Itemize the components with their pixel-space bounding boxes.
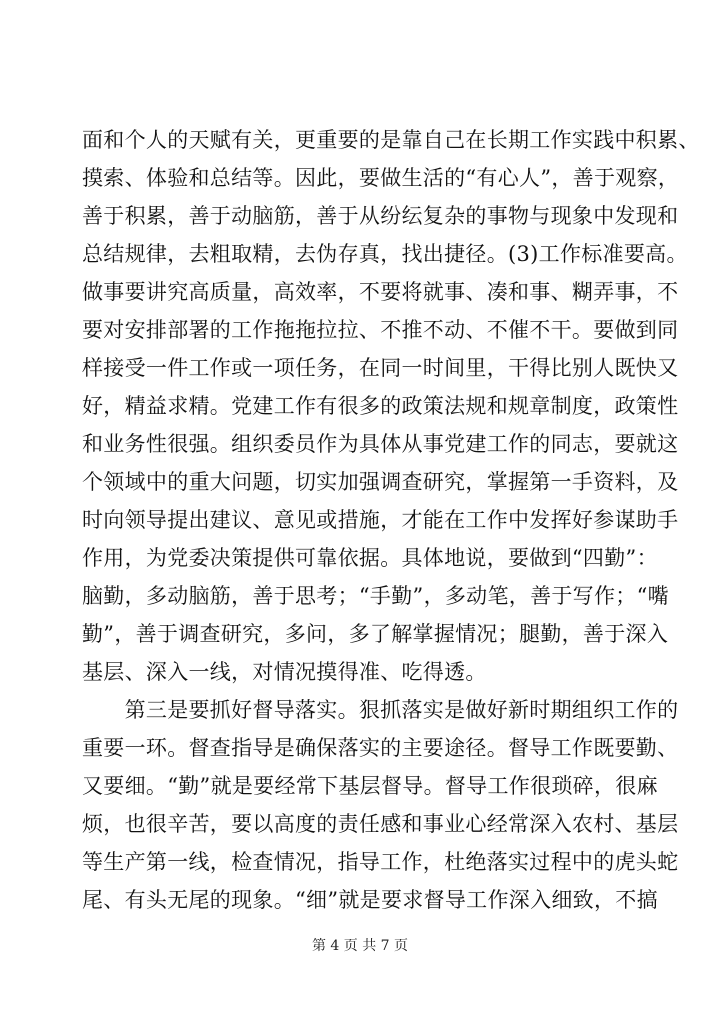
text-line: 和业务性很强。组织委员作为具体从事党建工作的同志，要就这 (82, 432, 679, 456)
text-line: 重要一环。督查指导是确保落实的主要途径。督导工作既要勤、 (82, 736, 679, 760)
text-line: 作用，为党委决策提供可靠依据。具体地说，要做到“四勤”： (82, 546, 658, 570)
text-line: 脑勤，多动脑筋，善于思考；“手勤”，多动笔，善于写作；“嘴 (82, 584, 669, 608)
text-line: 摸索、体验和总结等。因此，要做生活的“有心人”，善于观察， (82, 166, 680, 190)
text-line: 等生产第一线，检查情况，指导工作，杜绝落实过程中的虎头蛇 (82, 850, 679, 874)
text-line: 第三是要抓好督导落实。狠抓落实是做好新时期组织工作的 (82, 698, 679, 722)
text-line: 又要细。“勤”就是要经常下基层督导。督导工作很琐碎，很麻 (82, 774, 658, 798)
text-line: 要对安排部署的工作拖拖拉拉、不推不动、不催不干。要做到同 (82, 318, 679, 342)
text-line: 时向领导提出建议、意见或措施，才能在工作中发挥好参谋助手 (82, 508, 679, 532)
text-line: 基层、深入一线，对情况摸得准、吃得透。 (82, 660, 487, 684)
text-line: 烦，也很辛苦，要以高度的责任感和事业心经常深入农村、基层 (82, 812, 679, 836)
text-line: 样接受一件工作或一项任务，在同一时间里，干得比别人既快又 (82, 356, 679, 380)
text-line: 个领域中的重大问题，切实加强调查研究，掌握第一手资料，及 (82, 470, 679, 494)
text-line: 做事要讲究高质量，高效率，不要将就事、凑和事、糊弄事，不 (82, 280, 679, 304)
page-number-footer: 第 4 页 共 7 页 (311, 938, 409, 954)
text-line: 总结规律，去粗取精，去伪存真，找出捷径。(3)工作标准要高。 (82, 242, 688, 266)
text-line: 勤”，善于调查研究，多问，多了解掌握情况；腿勤，善于深入 (82, 622, 669, 646)
text-line: 面和个人的天赋有关，更重要的是靠自己在长期工作实践中积累、 (82, 128, 700, 152)
text-line: 好，精益求精。党建工作有很多的政策法规和规章制度，政策性 (82, 394, 679, 418)
text-line: 善于积累，善于动脑筋，善于从纷纭复杂的事物与现象中发现和 (82, 204, 679, 228)
text-line: 尾、有头无尾的现象。“细”就是要求督导工作深入细致，不搞 (82, 888, 658, 912)
